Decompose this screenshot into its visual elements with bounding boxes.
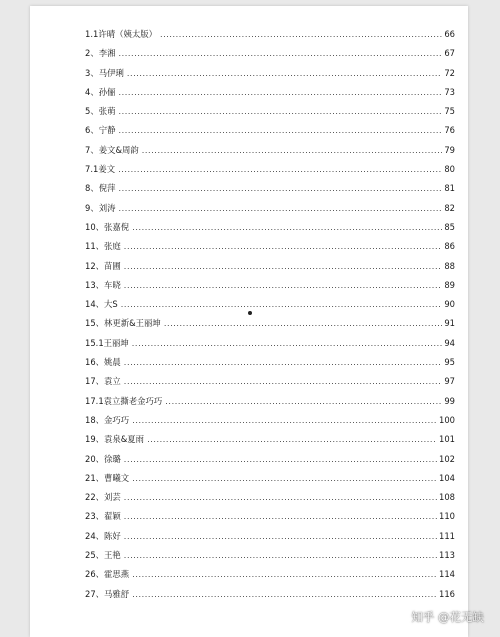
toc-entry[interactable] — [85, 337, 455, 356]
toc-entry-title: 1.1许晴（姨太版） — [85, 29, 157, 39]
toc-leader-dots — [132, 416, 437, 425]
toc-entry[interactable] — [85, 549, 455, 568]
toc-leader-dots — [124, 455, 437, 464]
toc-entry-page-number: 86 — [444, 241, 455, 252]
document-page — [30, 6, 468, 637]
toc-entry-page-number: 108 — [439, 492, 455, 503]
toc-leader-dots — [124, 358, 443, 367]
toc-leader-dots — [124, 377, 443, 386]
toc-entry[interactable] — [85, 298, 455, 317]
toc-entry-title: 2、李湘 — [85, 48, 116, 59]
toc-leader-dots — [132, 590, 437, 599]
toc-entry-title: 27、马雅舒 — [85, 588, 130, 599]
toc-entry[interactable] — [85, 221, 455, 240]
toc-leader-dots — [147, 435, 437, 444]
toc-entry-title: 7.1姜文 — [85, 164, 116, 175]
toc-entry-title: 24、陈好 — [85, 530, 121, 541]
toc-entry-page-number: 114 — [439, 569, 455, 580]
toc-entry[interactable] — [85, 279, 455, 298]
toc-entry[interactable] — [85, 433, 455, 452]
toc-entry[interactable] — [85, 588, 455, 607]
toc-leader-dots — [124, 493, 437, 502]
toc-entry[interactable] — [85, 510, 455, 529]
toc-leader-dots — [142, 146, 443, 155]
toc-entry-page-number: 81 — [444, 183, 455, 194]
toc-entry-page-number: 73 — [444, 86, 455, 97]
toc-entry-title: 7、姜文&周韵 — [85, 144, 139, 155]
toc-leader-dots — [124, 281, 443, 290]
toc-leader-dots — [132, 570, 437, 579]
toc-entry-title: 12、苗圃 — [85, 260, 121, 271]
toc-entry[interactable] — [85, 491, 455, 510]
toc-entry[interactable] — [85, 356, 455, 375]
toc-leader-dots — [118, 88, 442, 97]
toc-entry-page-number: 97 — [444, 376, 455, 387]
toc-leader-dots — [118, 204, 442, 213]
toc-entry[interactable] — [85, 317, 455, 336]
toc-entry-title: 11、张庭 — [85, 241, 121, 252]
toc-entry[interactable] — [85, 67, 455, 86]
toc-entry[interactable] — [85, 240, 455, 259]
toc-entry-page-number: 80 — [444, 164, 455, 175]
toc-entry-title: 16、姚晨 — [85, 357, 121, 368]
toc-entry-title: 9、刘涛 — [85, 202, 116, 213]
toc-entry-title: 5、张萌 — [85, 106, 116, 117]
toc-entry-page-number: 101 — [439, 434, 455, 445]
toc-entry-page-number: 95 — [444, 357, 455, 368]
toc-leader-dots — [165, 397, 442, 406]
toc-entry-page-number: 67 — [444, 48, 455, 59]
toc-entry[interactable] — [85, 375, 455, 394]
toc-entry-title: 10、张嘉倪 — [85, 221, 130, 232]
toc-entry-title: 15.1王丽坤 — [85, 337, 129, 348]
toc-entry-page-number: 113 — [439, 550, 455, 561]
toc-entry-title: 4、孙俪 — [85, 86, 116, 97]
toc-entry[interactable] — [85, 453, 455, 472]
toc-entry-page-number: 66 — [444, 29, 455, 39]
toc-entry[interactable] — [85, 105, 455, 124]
toc-leader-dots — [124, 532, 437, 541]
toc-entry-title: 14、大S — [85, 299, 118, 310]
toc-entry-title: 13、车晓 — [85, 279, 121, 290]
toc-entry-title: 19、袁泉&夏雨 — [85, 434, 145, 445]
toc-entry-title: 23、翟颖 — [85, 511, 121, 522]
watermark: 知乎 @花无缺 — [411, 610, 484, 624]
toc-entry[interactable] — [85, 530, 455, 549]
mouse-cursor-icon — [248, 311, 252, 315]
toc-entry-title: 18、金巧巧 — [85, 414, 130, 425]
toc-entry-page-number: 104 — [439, 472, 455, 483]
toc-entry[interactable] — [85, 182, 455, 201]
toc-entry-page-number: 89 — [444, 279, 455, 290]
toc-entry-page-number: 99 — [444, 395, 455, 406]
toc-leader-dots — [132, 339, 443, 348]
toc-entry[interactable] — [85, 414, 455, 433]
toc-entry-page-number: 76 — [444, 125, 455, 136]
toc-leader-dots — [124, 512, 437, 521]
table-of-contents — [85, 28, 455, 607]
toc-entry[interactable] — [85, 568, 455, 587]
toc-entry-title: 26、霍思燕 — [85, 569, 130, 580]
toc-leader-dots — [132, 223, 442, 232]
toc-entry[interactable] — [85, 472, 455, 491]
toc-entry-page-number: 94 — [444, 337, 455, 348]
toc-entry-page-number: 102 — [439, 453, 455, 464]
toc-entry[interactable] — [85, 163, 455, 182]
toc-leader-dots — [121, 300, 443, 309]
toc-entry[interactable] — [85, 395, 455, 414]
toc-leader-dots — [118, 49, 442, 58]
toc-leader-dots — [124, 242, 443, 251]
toc-entry-title: 25、王艳 — [85, 550, 121, 561]
toc-entry-page-number: 75 — [444, 106, 455, 117]
toc-leader-dots — [127, 69, 443, 78]
toc-entry-page-number: 110 — [439, 511, 455, 522]
toc-entry-page-number: 79 — [444, 144, 455, 155]
toc-entry-title: 21、曹曦文 — [85, 472, 130, 483]
toc-entry-title: 17、袁立 — [85, 376, 121, 387]
toc-entry[interactable] — [85, 260, 455, 279]
toc-leader-dots — [164, 319, 443, 328]
toc-entry-title: 22、刘芸 — [85, 492, 121, 503]
toc-entry-page-number: 88 — [444, 260, 455, 271]
toc-entry[interactable] — [85, 144, 455, 163]
toc-entry-page-number: 100 — [439, 414, 455, 425]
toc-entry-title: 15、林更新&王丽坤 — [85, 318, 161, 329]
toc-leader-dots — [118, 165, 442, 174]
toc-leader-dots — [124, 262, 443, 271]
toc-entry[interactable] — [85, 86, 455, 105]
toc-entry-page-number: 116 — [439, 588, 455, 599]
toc-leader-dots — [124, 551, 437, 560]
toc-entry-title: 8、倪萍 — [85, 183, 116, 194]
toc-leader-dots — [160, 30, 442, 39]
toc-entry-page-number: 90 — [444, 299, 455, 310]
toc-entry-page-number: 72 — [444, 67, 455, 78]
toc-entry[interactable] — [85, 28, 455, 47]
toc-entry-page-number: 111 — [439, 530, 455, 541]
toc-entry-page-number: 82 — [444, 202, 455, 213]
toc-entry[interactable] — [85, 202, 455, 221]
toc-entry-title: 17.1袁立撕老金巧巧 — [85, 395, 163, 406]
toc-entry-title: 6、宁静 — [85, 125, 116, 136]
toc-entry-title: 3、马伊琍 — [85, 67, 124, 78]
toc-entry-page-number: 85 — [444, 221, 455, 232]
toc-entry[interactable] — [85, 124, 455, 143]
toc-entry-page-number: 91 — [444, 318, 455, 329]
toc-leader-dots — [118, 107, 442, 116]
toc-entry[interactable] — [85, 47, 455, 66]
toc-entry-title: 20、徐璐 — [85, 453, 121, 464]
toc-leader-dots — [118, 126, 442, 135]
toc-leader-dots — [118, 184, 442, 193]
toc-leader-dots — [132, 474, 437, 483]
